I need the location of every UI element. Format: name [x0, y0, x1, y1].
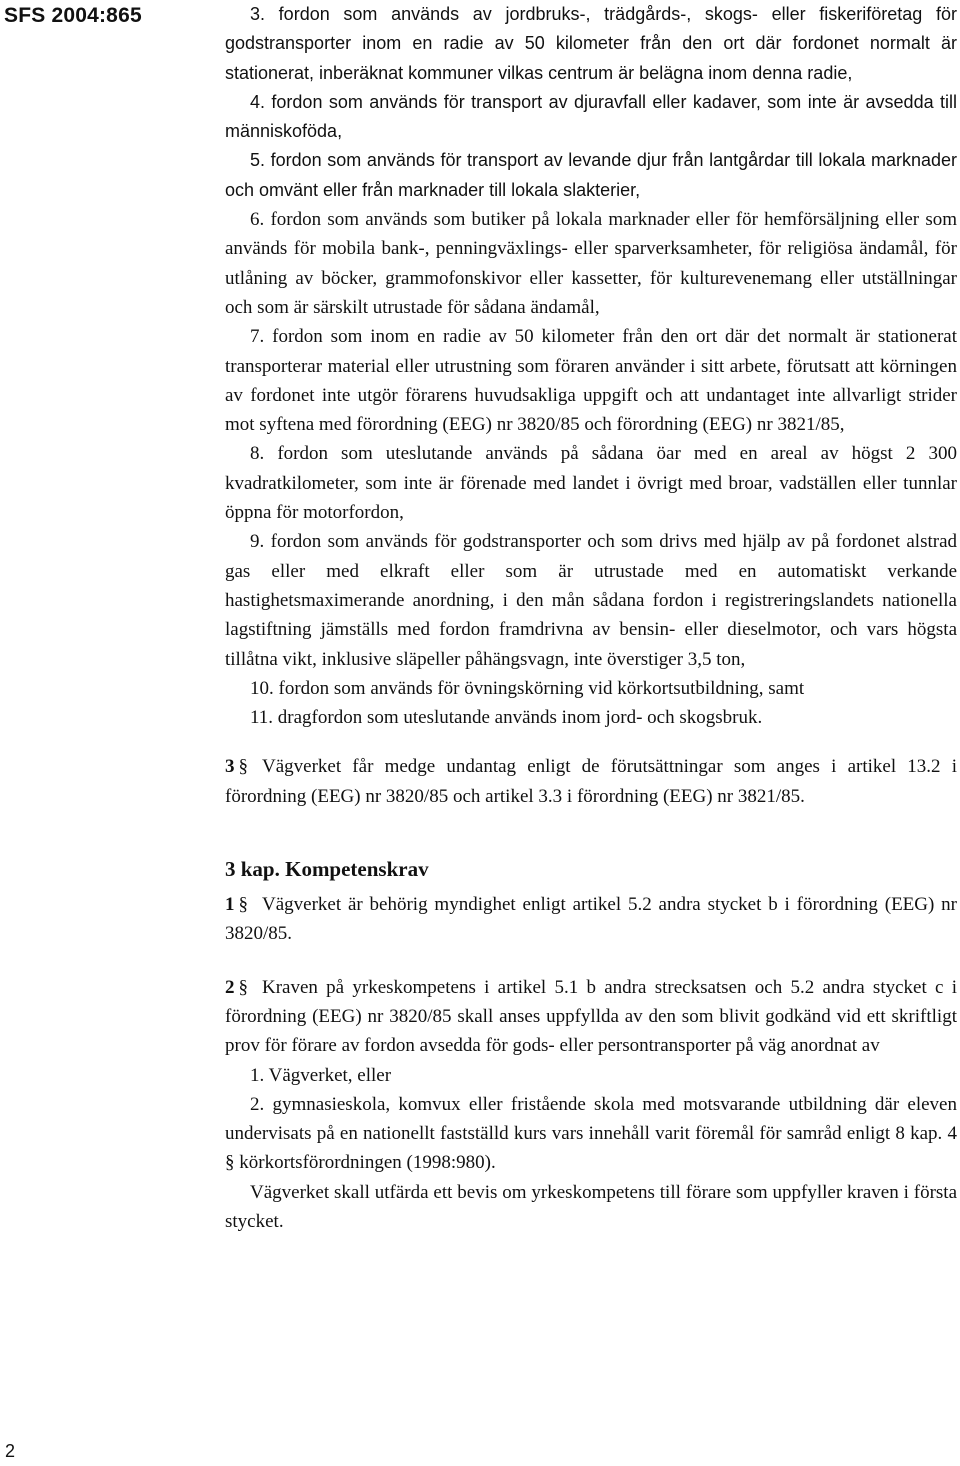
- chapter-3-section-2-closing: Vägverket skall utfärda ett bevis om yrkeskompetens till förare som uppfyller kraven i första stycket.: [225, 1181, 957, 1232]
- list-item-10: 10. fordon som används för övningskörning vid körkortsutbildning, samt: [250, 677, 805, 699]
- list-item-11: 11. dragfordon som uteslutande används inom jord- och skogsbruk.: [250, 707, 763, 729]
- chapter-3-section-2-item-1: 1. Vägverket, eller: [250, 1064, 392, 1086]
- section-3: [225, 752, 957, 811]
- section-sign: §: [238, 894, 248, 916]
- section-sign: §: [238, 976, 248, 998]
- section-text: Vägverket får medge undantag enligt de förutsättningar som anges i artikel 13.2 i förordning (EEG) nr 3820/85 och artikel 3.3 i förordning (EEG) nr 3821/85.: [225, 756, 957, 807]
- list-item-9: 9. fordon som används för godstransporter och som drivs med hjälp av på fordonet alstrad gas eller med elkraft eller som är utrustade med en automatiskt verkande hastighetsmaximerande anordning, i den mån sådana fordon i registreringslandets nationella lagstiftning jämställs med fordon framdrivna av bensin- eller dieselmotor, och vars högsta tillåtna vikt, inklusive släpeller påhängsvagn, inte överstiger 3,5 ton,: [225, 531, 957, 670]
- section-text: Kraven på yrkeskompetens i artikel 5.1 b andra strecksatsen och 5.2 andra stycket c i förordning (EEG) nr 3820/85 skall anses uppfyllda av den som blivit godkänd vid ett skriftligt prov för förare av fordon avsedda för gods- eller persontransporter på väg anordnat av: [225, 976, 957, 1057]
- list-item-5: 5. fordon som används för transport av levande djur från lantgårdar till lokala marknader och omvänt eller från marknader till lokala slakterier,: [225, 150, 957, 200]
- list-item-3: 3. fordon som används av jordbruks-, trädgårds-, skogs- eller fiskeriföretag för godstransporter inom en radie av 50 kilometer från den ort där fordonet normalt är stationerat, inberäknat kommuner vilkas centrum är belägna inom denna radie,: [225, 4, 957, 83]
- section-number: 1: [225, 894, 235, 916]
- section-sign: §: [238, 756, 248, 778]
- section-number: 3: [225, 756, 235, 778]
- section-text: Vägverket är behörig myndighet enligt artikel 5.2 andra stycket b i förordning (EEG) nr 3820/85.: [225, 894, 957, 945]
- list-item-7: 7. fordon som inom en radie av 50 kilometer från den ort där det normalt är stationerat transporterar material eller utrustning som föraren använder i sitt arbete, förutsatt att körningen av fordonet inte utgör förarens huvudsakliga uppgift och att undantaget inte allvarligt strider mot syftena med förordning (EEG) nr 3820/85 och förordning (EEG) nr 3821/85,: [225, 326, 957, 436]
- list-item-4: 4. fordon som används för transport av djuravfall eller kadaver, som inte är avsedda till människoföda,: [225, 91, 957, 142]
- chapter-label: 3 kap.: [225, 857, 280, 882]
- page-number: 2: [5, 1441, 16, 1461]
- sfs-number: SFS 2004:865: [4, 4, 142, 27]
- chapter-title: Kompetenskrav: [285, 857, 429, 882]
- document-body: [225, 0, 957, 1236]
- chapter-3-section-1: [225, 890, 957, 949]
- list-item-6: 6. fordon som används som butiker på lokala marknader eller för hemförsäljning eller som används för mobila bank-, penningväxlings- eller sparverksamheter, för religiösa ändamål, för utlåning av böcker, grammofonskivor eller kassetter, för kulturevenemang eller utställningar och som är särskilt utrustade för sådana ändamål,: [225, 209, 957, 318]
- list-item-8: 8. fordon som uteslutande används på sådana öar med en areal av högst 2 300 kvadratkilometer, som inte är förenade med landet i övrigt med broar, vadställen eller tunnlar öppna för motorfordon,: [225, 443, 957, 524]
- section-number: 2: [225, 976, 235, 998]
- chapter-3-section-2-item-2: 2. gymnasieskola, komvux eller fristående skola med motsvarande utbildning där eleven undervisats på en nationellt fastställd kurs vars innehåll varit föremål för samråd enligt 8 kap. 4 § körkortsförordningen (1998:980).: [225, 1093, 957, 1174]
- chapter-heading: [225, 855, 957, 884]
- chapter-3-section-2: [225, 973, 957, 1061]
